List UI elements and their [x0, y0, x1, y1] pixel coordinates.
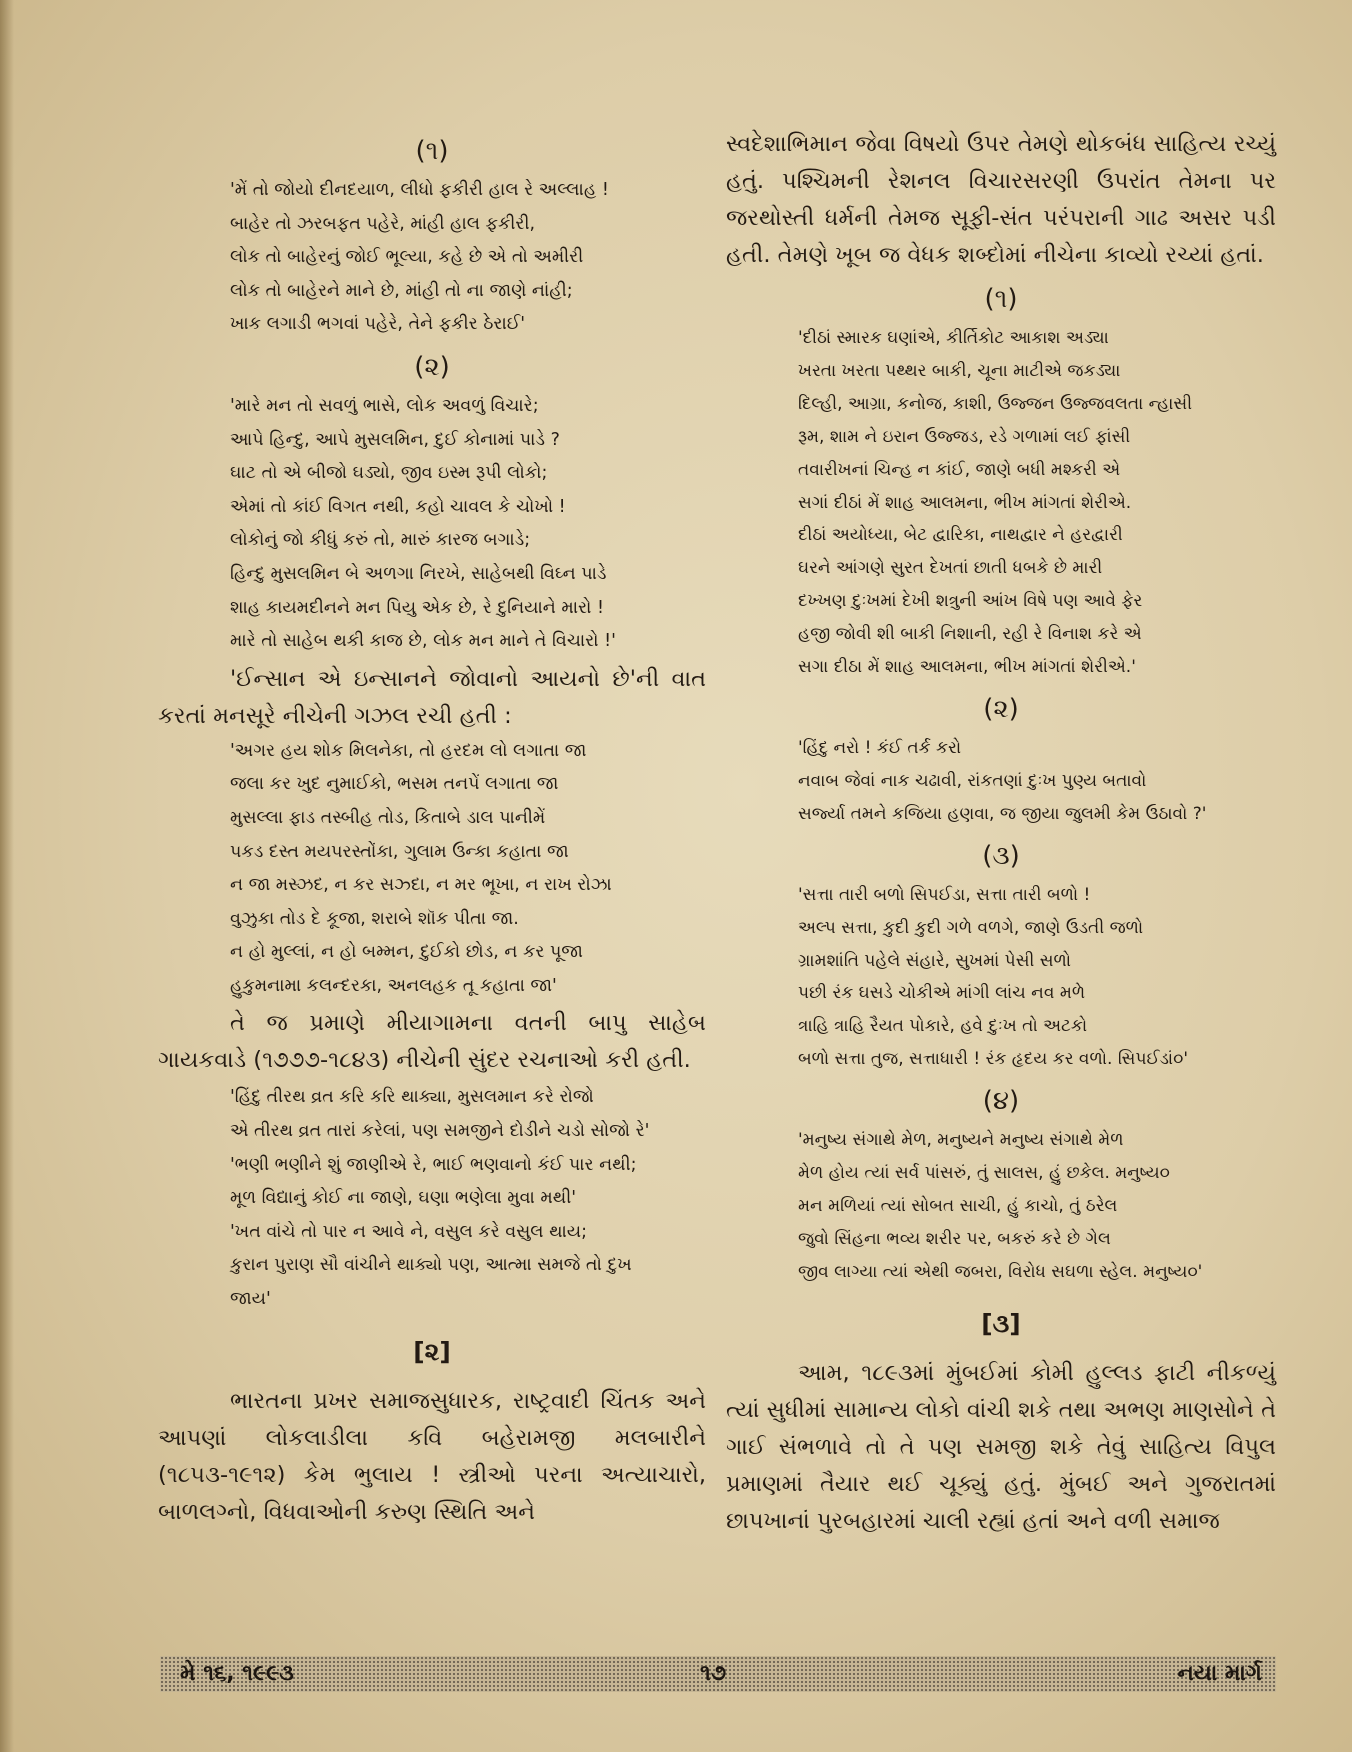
verse-line: જુવો સિંહના ભવ્ય શરીર પર, બકરું કરે છે ગેલ	[798, 1228, 1111, 1249]
page-footer	[160, 1656, 1276, 1692]
verse-line: ખરતા ખરતા પથ્થર બાકી, ચૂના માટીએ જકડ્યા	[798, 360, 1121, 381]
verse-line: 'ભણી ભણીને શું જાણીએ રે, ભાઈ ભણવાનો કંઈ પાર નથી;	[230, 1154, 637, 1175]
verse-line: જલા કર ખુદ નુમાઈકો, ભસમ તનપેં લગાતા જા	[230, 774, 559, 795]
verse-line: એમાં તો કાંઈ વિગત નથી, કહો ચાવલ કે ચોખો !	[230, 496, 566, 517]
verse-line: સર્જ્યા તમને કજિયા હણવા, જ જીયા જુલમી કેમ ઉઠાવો ?'	[798, 803, 1207, 824]
verse-line: સગા દીઠા મેં શાહ આલમના, ભીખ માંગતાં શેરીએ.'	[798, 657, 1136, 678]
verse-line: બાહેર તો ઝરબફત પહેરે, માંહી હાલ ફકીરી,	[230, 213, 536, 234]
verse-line: ઘરને આંગણે સુરત દેખતાં છાતી ધબકે છે મારી	[798, 558, 1103, 579]
poem-number: (૧)	[415, 136, 449, 166]
verse-line: શાહ કાયમદીનને મન પિયુ એક છે, રે દુનિયાને મારો !	[230, 597, 604, 618]
poem-mansur-ghazal	[158, 735, 706, 1004]
verse-line: કુરાન પુરાણ સૌ વાંચીને થાક્યો પણ, આત્મા સમજે તો દુખ	[230, 1255, 632, 1276]
verse-line: 'દીઠાં સ્મારક ઘણાંએ, કીર્તિકોટ આકાશ અડ્યા	[798, 328, 1109, 348]
verse-line: 'ખત વાંચે તો પાર ન આવે ને, વસુલ કરે વસુલ થાય;	[230, 1221, 588, 1242]
section-heading: [૨]	[413, 1336, 451, 1366]
verse-line: મૂળ વિદ્યાનું કોઈ ના જાણે, ઘણા ભણેલા મુવા મથી'	[230, 1188, 577, 1209]
verse-line: 'મારે મન તો સવળું ભાસે, લોક અવળું વિચારે;	[230, 395, 539, 416]
poem-gaikwad	[158, 1081, 706, 1316]
left-column	[158, 126, 706, 1531]
paragraph-1893: આમ, ૧૮૯૩માં મુંબઈમાં કોમી હુલ્લડ ફાટી નીકળ્યું ત્યાં સુધીમાં સામાન્ય લોકો વાંચી શકે તથા અભણ માણસોને તે ગાઈ સંભળાવે તો તે પણ સમજી શકે તેવું સાહિત્ય વિપુલ પ્રમાણમાં તૈયાર થઈ ચૂક્યું હતું. મુંબઈ અને ગુજરાતમાં છાપખાનાં પુરબહારમાં ચાલી રહ્યાં હતાં અને વળી સમાજ	[726, 1359, 1276, 1534]
verse-line: 'મનુષ્ય સંગાથે મેળ, મનુષ્યને મનુષ્ય સંગાથે મેળ	[798, 1130, 1124, 1151]
verse-line: લોક તો બાહેરનું જોઈ ભૂલ્યા, કહે છે એ તો અમીરી	[230, 247, 584, 268]
verse-line: જાય'	[230, 1289, 271, 1310]
poem-number: (૧)	[984, 284, 1018, 314]
verse-line: મેળ હોય ત્યાં સર્વ પાંસરું, તું સાલસ, હું છકેલ. મનુષ્ય૦	[798, 1163, 1170, 1184]
right-column	[726, 126, 1276, 1540]
paragraph-malabari-cont: સ્વદેશાભિમાન જેવા વિષયો ઉપર તેમણે થોકબંધ સાહિત્ય રચ્યું હતું. પશ્ચિમની રેશનલ વિચારસરણી ઉપરાંત તેમના પર જરથોસ્તી ધર્મની તેમજ સૂફી-સંત પરંપરાની ગાઢ અસર પડી હતી. તેમણે ખૂબ જ વેધક શબ્દોમાં નીચેના કાવ્યો રચ્યાં હતાં.	[726, 131, 1276, 268]
verse-line: હુકુમનામા કલન્દરકા, અનલહક તૂ કહાતા જા'	[230, 975, 557, 996]
poem-number: (૩)	[982, 840, 1020, 871]
verse-line: મુસલ્લા ફાડ તસ્બીહ તોડ, કિતાબે ડાલ પાનીમેં	[230, 807, 546, 828]
poem-kayamdin-2	[158, 390, 706, 659]
verse-line: આપે હિન્દુ, આપે મુસલમિન, દુઈ કોનામાં પાડે ?	[230, 429, 560, 450]
verse-line: 'હિંદુ નરો ! કંઈ તર્ક કરો	[798, 737, 962, 758]
verse-line: પકડ દસ્ત મયપરસ્તોંકા, ગુલામ ઉન્કા કહાતા જા	[230, 841, 569, 862]
poem-number: (૨)	[983, 693, 1019, 724]
issue-date: મે ૧૬, ૧૯૯૩	[180, 1661, 294, 1686]
poem-kayamdin-1	[158, 174, 706, 342]
verse-line: લોકોનું જો કીધું કરું તો, મારું કારજ બગાડે;	[230, 530, 531, 551]
paragraph-gaikwad-intro: તે જ પ્રમાણે મીયાગામના વતની બાપુ સાહેબ ગાયકવાડે (૧૭૭૭-૧૮૪૩) નીચેની સુંદર રચનાઓ કરી હતી.	[158, 1010, 706, 1074]
verse-line: ન જા મસ્ઝદ, ન કર સઝ્દા, ન મર ભૂખા, ન રાખ રોઝા	[230, 875, 612, 896]
section-heading: [૩]	[981, 1308, 1021, 1338]
verse-line: મન મળિયાં ત્યાં સોબત સાચી, હું કાચો, તું ઠરેલ	[798, 1195, 1118, 1216]
poem-number: (૪)	[982, 1086, 1020, 1117]
verse-line: સગાં દીઠાં મેં શાહ આલમના, ભીખ માંગતાં શેરીએ.	[798, 492, 1132, 513]
verse-line: પછી રંક ઘસડે ચોકીએ માંગી લાંચ નવ મળે	[798, 983, 1086, 1004]
verse-line: ઘાટ તો એ બીજો ઘડ્યો, જીવ ઇસ્મ રૂપી લોકો;	[230, 463, 548, 484]
verse-line: 'અગર હય શોક મિલનેકા, તો હરદમ લો લગાતા જા	[230, 740, 587, 761]
poem-malabari-2	[726, 732, 1276, 831]
verse-line: અલ્પ સત્તા, કુદી કુદી ગળે વળગે, જાણે ઉડતી જળો	[798, 917, 1144, 938]
verse-line: બળો સત્તા તુજ, સત્તાધારી ! રંક હૃદય કર વળો. સિપઈડાં૦'	[798, 1049, 1189, 1070]
page-number: ૧૭	[700, 1661, 727, 1686]
verse-line: ખાક લગાડી ભગવાં પહેરે, તેને ફકીર ઠેરાઈ'	[230, 314, 526, 335]
verse-line: રૂમ, શામ ને ઇરાન ઉજ્જડ, રડે ગળામાં લઈ ફાંસી	[798, 426, 1131, 447]
verse-line: મારે તો સાહેબ થકી કાજ છે, લોક મન માને તે વિચારો !'	[230, 631, 616, 652]
poem-number: (૨)	[414, 351, 450, 382]
verse-line: દીઠાં અયોધ્યા, બેટ દ્વારિકા, નાથદ્વાર ને હરદ્વારી	[798, 525, 1123, 546]
paragraph-mansur-intro: 'ઈન્સાન એ ઇન્સાનને જોવાનો આયનો છે'ની વાત કરતાં મનસૂરે નીચેની ગઝલ રચી હતી :	[158, 665, 706, 729]
poem-malabari-3	[726, 879, 1276, 1076]
verse-line: દખ્ખણ દુઃખમાં દેખી શત્રુની આંખ વિષે પણ આવે ફેર	[798, 591, 1143, 612]
verse-line: એ તીરથ વ્રત તારાં કરેલાં, પણ સમજીને દોડીને ચડો સોજો રે'	[230, 1121, 650, 1142]
verse-line: વુઝુકા તોડ દે કૂજા, શરાબે શૉક પીતા જા.	[230, 908, 519, 929]
verse-line: લોક તો બાહેરને માને છે, માંહી તો ના જાણે નાંહી;	[230, 280, 573, 301]
poem-malabari-1	[726, 322, 1276, 684]
verse-line: ન હો મુલ્લાં, ન હો બમ્મન, દુઈકો છોડ, ન કર પૂજા	[230, 942, 583, 963]
verse-line: દિલ્હી, આગ્રા, કનોજ, કાશી, ઉજ્જન ઉજ્જવલતા ન્હાસી	[798, 393, 1193, 414]
verse-line: 'હિંદુ તીરથ વ્રત કરિ કરિ થાક્યા, મુસલમાન કરે રોજો	[230, 1087, 594, 1108]
page-fold-shadow	[0, 0, 14, 1752]
paragraph-malabari: ભારતના પ્રખર સમાજસુધારક, રાષ્ટ્રવાદી ચિંતક અને આપણાં લોકલાડીલા કવિ બહેરામજી મલબારીને (૧૮૫૩-૧૯૧૨) કેમ ભુલાય ! સ્ત્રીઓ પરના અત્યાચારો, બાળલગ્નો, વિધવાઓની કરુણ સ્થિતિ અને	[158, 1387, 706, 1525]
verse-line: જીવ લાગ્યા ત્યાં એથી જબરા, વિરોધ સઘળા સ્હેલ. મનુષ્ય૦'	[798, 1261, 1203, 1282]
verse-line: ગ્રામશાંતિ પહેલે સંહારે, સુખમાં પેસી સળો	[798, 950, 1072, 971]
verse-line: તવારીખનાં ચિન્હ ન કાંઈ, જાણે બધી મશ્કરી એ	[798, 459, 1121, 480]
verse-line: 'મેં તો જોયો દીનદયાળ, લીધો ફકીરી હાલ રે અલ્લાહ !	[230, 180, 609, 200]
verse-line: 'સત્તા તારી બળો સિપઈડા, સત્તા તારી બળો !	[798, 884, 1091, 905]
verse-line: નવાબ જેવાં નાક ચઢાવી, રાંકતણાં દુઃખ પુણ્ય બતાવો	[798, 770, 1147, 791]
poem-malabari-4	[726, 1124, 1276, 1289]
verse-line: હિન્દુ મુસલમિન બે અળગા નિરખે, સાહેબથી વિઘ્ન પાડે	[230, 563, 607, 584]
verse-line: હજી જોવી શી બાકી નિશાની, રહી રે વિનાશ કરે એ	[798, 624, 1142, 645]
magazine-name: નયા માર્ગ	[1177, 1661, 1262, 1686]
verse-line: ત્રાહિ ત્રાહિ રૈયત પોકારે, હવે દુઃખ તો અટકો	[798, 1016, 1088, 1037]
